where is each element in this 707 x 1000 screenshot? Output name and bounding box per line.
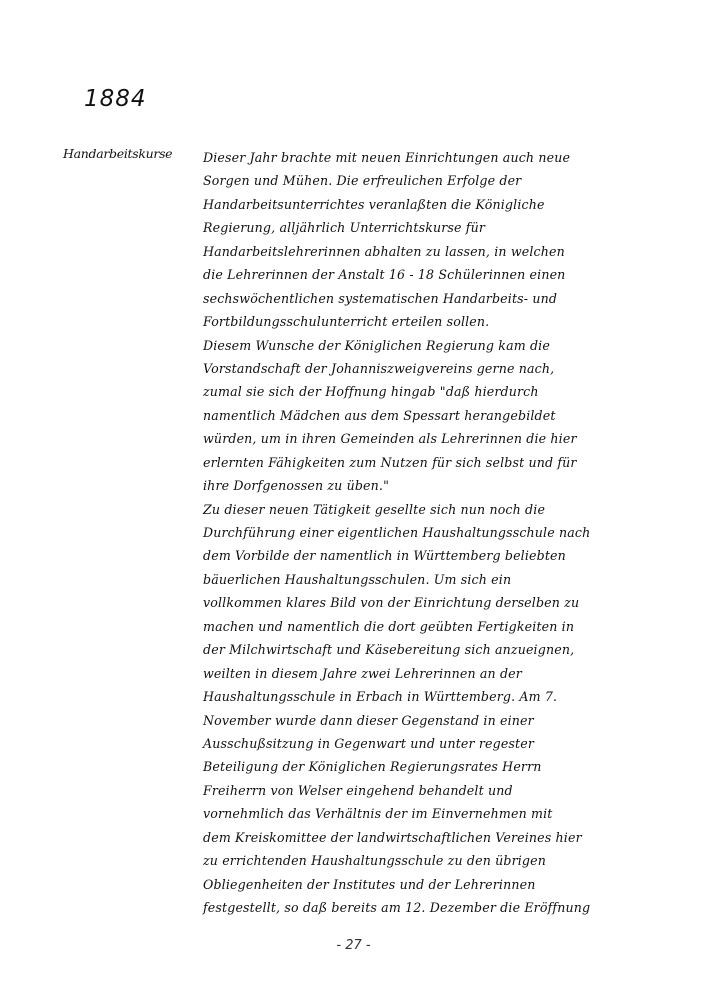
text-line: namentlich Mädchen aus dem Spessart herangebildet (203, 407, 556, 423)
page-number: - 27 - (336, 938, 371, 953)
section-year: 1884 (84, 86, 147, 112)
text-line: Vorstandschaft der Johanniszweigvereins gerne nach, (203, 360, 555, 376)
text-line: Dieser Jahr brachte mit neuen Einrichtungen auch neue (203, 150, 571, 165)
text-line: bäuerlichen Haushaltungsschulen. Um sich ein (203, 571, 512, 587)
text-line: zu errichtenden Haushaltungsschule zu den übrigen (203, 853, 547, 869)
text-line: Handarbeitsunterrichtes veranlaßten die Königliche (203, 196, 545, 212)
text-line: November wurde dann dieser Gegenstand in einer (203, 712, 534, 728)
text-line: Diesem Wunsche der Königlichen Regierung kam die (203, 337, 550, 353)
text-line: sechswöchentlichen systematischen Handarbeits- und (203, 290, 558, 306)
text-line: dem Vorbilde der namentlich in Württemberg beliebten (203, 548, 566, 564)
text-line: Haushaltungsschule in Erbach in Württemberg. Am 7. (203, 689, 558, 705)
text-line: zumal sie sich der Hoffnung hingab "daß hierdurch (203, 384, 539, 400)
text-line: Freiherrn von Welser eingehend behandelt und (203, 782, 513, 798)
text-line: Ausschußsitzung in Gegenwart und unter regester (203, 735, 535, 751)
text-line: Obliegenheiten der Institutes und der Lehrerinnen (203, 876, 536, 892)
text-line: Durchführung einer eigentlichen Haushaltungsschule nach (203, 525, 591, 540)
body-text (203, 146, 643, 919)
text-line: erlernten Fähigkeiten zum Nutzen für sich selbst und für (203, 454, 577, 470)
margin-heading: Handarbeitskurse (63, 146, 173, 161)
text-line: die Lehrerinnen der Anstalt 16 - 18 Schülerinnen einen (203, 267, 566, 283)
text-line: der Milchwirtschaft und Käsebereitung sich anzueignen, (203, 642, 575, 658)
text-line: Zu dieser neuen Tätigkeit gesellte sich nun noch die (203, 501, 546, 517)
text-line: Beteiligung der Königlichen Regierungsrates Herrn (203, 759, 542, 775)
text-line: Handarbeitslehrerinnen abhalten zu lassen, in welchen (203, 243, 565, 259)
text-line: Regierung, alljährlich Unterrichtskurse für (203, 220, 486, 236)
text-line: Sorgen und Mühen. Die erfreulichen Erfolge der (203, 173, 522, 189)
text-line: Fortbildungsschulunterricht erteilen sollen. (203, 314, 490, 330)
text-line: vornehmlich das Verhältnis der im Einvernehmen mit (203, 806, 553, 822)
text-line: ihre Dorfgenossen zu üben." (203, 478, 390, 494)
text-line: machen und namentlich die dort geübten Fertigkeiten in (203, 618, 575, 634)
text-line: festgestellt, so daß bereits am 12. Dezember die Eröffnung (203, 900, 591, 915)
text-line: würden, um in ihren Gemeinden als Lehrerinnen die hier (203, 431, 577, 447)
text-line: weilten in diesem Jahre zwei Lehrerinnen an der (203, 665, 522, 681)
text-line: vollkommen klares Bild von der Einrichtung derselben zu (203, 595, 580, 611)
text-line: dem Kreiskomittee der landwirtschaftlichen Vereines hier (203, 829, 582, 845)
